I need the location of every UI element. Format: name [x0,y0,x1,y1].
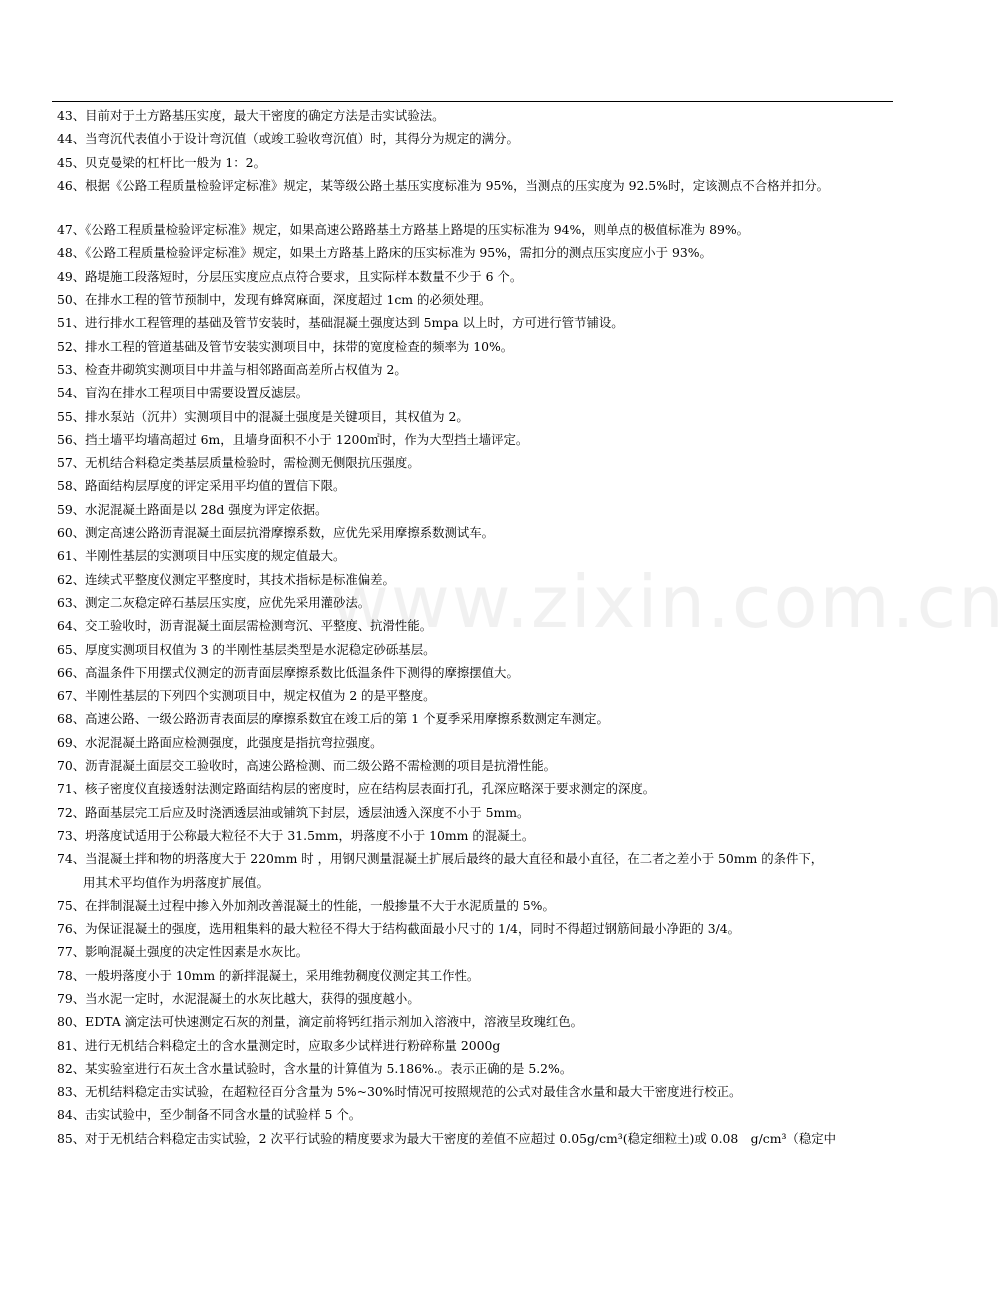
list-item: 63、测定二灰稳定碎石基层压实度，应优先采用灌砂法。 [57,594,371,610]
item-text: 坍落度试适用于公称最大粒径不大于 31.5mm，坍落度不小于 10mm 的混凝土。 [85,827,535,843]
item-number: 43 [57,108,73,123]
item-text: 水泥混凝土路面是以 28d 强度为评定依据。 [85,501,328,517]
list-item: 72、路面基层完工后应及时浇洒透层油或铺筑下封层，透层油透入深度不小于 5mm。 [57,804,530,820]
item-number: 47 [57,222,73,238]
item-text: 《公路工程质量检验评定标准》规定，如果高速公路路基土方路基上路堤的压实标准为 94%，则单点的极值标准为 89%。 [85,222,750,238]
item-text: 测定二灰稳定碎石基层压实度，应优先采用灌砂法。 [85,594,371,610]
list-item: 48、《公路工程质量检验评定标准》规定，如果土方路基上路床的压实标准为 95%，需扣分的测点压实度应小于 93%。 [57,245,712,261]
item-text: 半刚性基层的实测项目中压实度的规定值最大。 [85,548,346,564]
list-item: 67、半刚性基层的下列四个实测项目中，规定权值为 2 的是平整度。 [57,688,436,704]
list-item: 44、当弯沉代表值小于设计弯沉值（或竣工验收弯沉值）时，其得分为规定的满分。 [57,131,519,147]
list-item: 76、为保证混凝土的强度，选用粗集料的最大粒径不得大于结构截面最小尺寸的 1/4，同时不得超过钢筋间最小净距的 3/4。 [57,921,741,937]
item-text: 在排水工程的管节预制中，发现有蜂窝麻面，深度超过 1cm 的必须处理。 [85,292,492,308]
item-number: 63 [57,594,73,610]
item-number: 44 [57,131,73,147]
item-number: 65 [57,641,73,657]
item-number: 54 [57,385,73,401]
item-number: 51 [57,315,73,331]
item-number: 64 [57,618,73,634]
item-number: 56 [57,431,73,447]
item-text: 对于无机结合料稳定击实试验，2 次平行试验的精度要求为最大干密度的差值不应超过 0.05g/cm³(稳定细粒土)或 0.08 g/cm³（稳定中 [85,1130,836,1146]
list-item-continuation: 用其术平均值作为坍落度扩展值。 [83,874,269,890]
item-text: 交工验收时，沥青混凝土面层需检测弯沉、平整度、抗滑性能。 [85,618,433,634]
item-text: 《公路工程质量检验评定标准》规定，如果土方路基上路床的压实标准为 95%，需扣分的测点压实度应小于 93%。 [85,245,712,261]
list-item: 70、沥青混凝土面层交工验收时，高速公路检测、而二级公路不需检测的项目是抗滑性能。 [57,758,557,774]
item-number: 79 [57,990,73,1006]
item-number: 84 [57,1107,73,1123]
list-item: 52、排水工程的管道基础及管节安装实测项目中，抹带的宽度检查的频率为 10%。 [57,338,514,354]
item-text: 进行排水工程管理的基础及管节安装时，基础混凝土强度达到 5mpa 以上时，方可进行管节铺设。 [85,315,624,331]
item-text: 为保证混凝土的强度，选用粗集料的最大粒径不得大于结构截面最小尺寸的 1/4，同时不得超过钢筋间最小净距的 3/4。 [85,921,741,937]
item-text: 某实验室进行石灰土含水量试验时，含水量的计算值为 5.186%.。表示正确的是 5.2%。 [85,1060,573,1076]
list-item: 79、当水泥一定时，水泥混凝土的水灰比越大，获得的强度越小。 [57,990,420,1006]
item-number: 83 [57,1084,73,1100]
item-number: 46 [57,177,73,193]
list-item: 58、路面结构层厚度的评定采用平均值的置信下限。 [57,478,346,494]
item-number: 77 [57,944,73,960]
list-item: 43、目前对于土方路基压实度，最大干密度的确定方法是击实试验法。 [57,108,445,123]
item-number: 80 [57,1014,73,1030]
list-item: 56、挡土墙平均墙高超过 6m，且墙身面积不小于 1200㎡时，作为大型挡土墙评定。 [57,431,529,447]
list-item: 71、核子密度仪直接透射法测定路面结构层的密度时，应在结构层表面打孔，孔深应略深于要求测定的深度。 [57,781,656,797]
item-number: 49 [57,268,73,284]
list-item: 80、EDTA 滴定法可快速测定石灰的剂量，滴定前将钙红指示剂加入溶液中，溶液呈玫瑰红色。 [57,1014,584,1030]
list-item: 82、某实验室进行石灰土含水量试验时，含水量的计算值为 5.186%.。表示正确的是 5.2%。 [57,1060,573,1076]
item-number: 50 [57,292,73,308]
item-number: 58 [57,478,73,494]
list-item: 77、影响混凝土强度的决定性因素是水灰比。 [57,944,309,960]
list-item: 65、厚度实测项目权值为 3 的半刚性基层类型是水泥稳定砂砾基层。 [57,641,436,657]
item-number: 52 [57,338,73,354]
list-item: 61、半刚性基层的实测项目中压实度的规定值最大。 [57,548,346,564]
list-item: 74、当混凝土拌和物的坍落度大于 220mm 时 ，用钢尺测量混凝土扩展后最终的最大直径和最小直径，在二者之差小于 50mm 的条件下， [57,851,824,867]
list-item: 78、一般坍落度小于 10mm 的新拌混凝土，采用维勃稠度仪测定其工作性。 [57,967,480,983]
item-number: 78 [57,967,73,983]
list-item: 47、《公路工程质量检验评定标准》规定，如果高速公路路基土方路基上路堤的压实标准为 94%，则单点的极值标准为 89%。 [57,222,750,238]
item-number: 73 [57,827,73,843]
item-text: EDTA 滴定法可快速测定石灰的剂量，滴定前将钙红指示剂加入溶液中，溶液呈玫瑰红色。 [85,1014,584,1030]
item-number: 82 [57,1060,73,1076]
item-number: 76 [57,921,73,937]
item-text: 贝克曼梁的杠杆比一般为 1：2。 [85,154,266,170]
list-item: 85、对于无机结合料稳定击实试验，2 次平行试验的精度要求为最大干密度的差值不应超过 0.05g/cm³(稳定细粒土)或 0.08 g/cm³（稳定中 [57,1130,836,1146]
item-number: 68 [57,711,73,727]
item-number: 72 [57,804,73,820]
item-number: 48 [57,245,73,261]
list-item: 62、连续式平整度仪测定平整度时，其技术指标是标准偏差。 [57,571,395,587]
item-text: 水泥混凝土路面应检测强度，此强度是指抗弯拉强度。 [85,734,383,750]
list-item: 75、在拌制混凝土过程中掺入外加剂改善混凝土的性能，一般掺量不大于水泥质量的 5%。 [57,897,555,913]
item-number: 66 [57,664,73,680]
list-item: 84、击实试验中，至少制备不同含水量的试验样 5 个。 [57,1107,362,1123]
item-text: 当弯沉代表值小于设计弯沉值（或竣工验收弯沉值）时，其得分为规定的满分。 [85,131,519,147]
item-text: 无机结合料稳定类基层质量检验时，需检测无侧限抗压强度。 [85,455,420,471]
item-text: 挡土墙平均墙高超过 6m，且墙身面积不小于 1200㎡时，作为大型挡土墙评定。 [85,431,529,447]
item-text: 路面结构层厚度的评定采用平均值的置信下限。 [85,478,346,494]
item-text: 路堤施工段落短时，分层压实度应点点符合要求，且实际样本数量不少于 6 个。 [85,268,523,284]
question-list [57,104,897,1150]
item-text: 击实试验中，至少制备不同含水量的试验样 5 个。 [85,1107,362,1123]
item-text: 一般坍落度小于 10mm 的新拌混凝土，采用维勃稠度仪测定其工作性。 [85,967,480,983]
list-item: 64、交工验收时，沥青混凝土面层需检测弯沉、平整度、抗滑性能。 [57,618,433,634]
list-item: 83、无机结料稳定击实试验，在超粒径百分含量为 5%~30%时情况可按照规范的公式对最佳含水量和最大干密度进行校正。 [57,1084,742,1100]
list-item: 45、贝克曼梁的杠杆比一般为 1：2。 [57,154,266,170]
item-number: 70 [57,758,73,774]
item-text: 沥青混凝土面层交工验收时，高速公路检测、而二级公路不需检测的项目是抗滑性能。 [85,758,557,774]
item-text: 影响混凝土强度的决定性因素是水灰比。 [85,944,309,960]
watermark: www.zixin.com.cn [330,560,1006,644]
list-item: 55、排水泵站（沉井）实测项目中的混凝土强度是关键项目，其权值为 2。 [57,408,469,424]
item-number: 60 [57,525,73,541]
list-item: 66、高温条件下用摆式仪测定的沥青面层摩擦系数比低温条件下测得的摩擦摆值大。 [57,664,519,680]
item-text: 根据《公路工程质量检验评定标准》规定，某等级公路土基压实度标准为 95%，当测点的压实度为 92.5%时，定该测点不合格并扣分。 [85,177,830,193]
item-text: 目前对于土方路基压实度，最大干密度的确定方法是击实试验法。 [85,108,445,123]
header-rule [52,101,893,102]
item-text: 进行无机结合料稳定土的含水量测定时，应取多少试样进行粉碎称量 2000g [85,1037,501,1053]
item-text: 厚度实测项目权值为 3 的半刚性基层类型是水泥稳定砂砾基层。 [85,641,436,657]
item-text: 检查井砌筑实测项目中井盖与相邻路面高差所占权值为 2。 [85,361,407,377]
item-text: 连续式平整度仪测定平整度时，其技术指标是标准偏差。 [85,571,395,587]
item-text: 在拌制混凝土过程中掺入外加剂改善混凝土的性能，一般掺量不大于水泥质量的 5%。 [85,897,555,913]
list-item: 81、进行无机结合料稳定土的含水量测定时，应取多少试样进行粉碎称量 2000g [57,1037,501,1053]
item-number: 57 [57,455,73,471]
item-text: 半刚性基层的下列四个实测项目中，规定权值为 2 的是平整度。 [85,688,436,704]
item-text: 当混凝土拌和物的坍落度大于 220mm 时 ，用钢尺测量混凝土扩展后最终的最大直径和最小直径，在二者之差小于 50mm 的条件下， [85,851,824,867]
item-number: 61 [57,548,73,564]
item-number: 45 [57,154,73,170]
item-text: 排水泵站（沉井）实测项目中的混凝土强度是关键项目，其权值为 2。 [85,408,469,424]
item-text: 核子密度仪直接透射法测定路面结构层的密度时，应在结构层表面打孔，孔深应略深于要求测定的深度。 [85,781,656,797]
item-text: 盲沟在排水工程项目中需要设置反滤层。 [85,385,309,401]
item-number: 62 [57,571,73,587]
item-number: 74 [57,851,73,867]
item-number: 59 [57,501,73,517]
item-number: 53 [57,361,73,377]
item-text: 当水泥一定时，水泥混凝土的水灰比越大，获得的强度越小。 [85,990,420,1006]
list-item: 69、水泥混凝土路面应检测强度，此强度是指抗弯拉强度。 [57,734,383,750]
item-number: 81 [57,1037,73,1053]
list-item: 73、坍落度试适用于公称最大粒径不大于 31.5mm，坍落度不小于 10mm 的混凝土。 [57,827,535,843]
list-item: 50、在排水工程的管节预制中，发现有蜂窝麻面，深度超过 1cm 的必须处理。 [57,292,492,308]
item-number: 69 [57,734,73,750]
item-number: 75 [57,897,73,913]
list-item: 51、进行排水工程管理的基础及管节安装时，基础混凝土强度达到 5mpa 以上时，方可进行管节铺设。 [57,315,624,331]
item-number: 67 [57,688,73,704]
item-text: 测定高速公路沥青混凝土面层抗滑摩擦系数，应优先采用摩擦系数测试车。 [85,525,495,541]
item-text: 高速公路、一级公路沥青表面层的摩擦系数宜在竣工后的第 1 个夏季采用摩擦系数测定车测定。 [85,711,609,727]
list-item: 53、检查井砌筑实测项目中井盖与相邻路面高差所占权值为 2。 [57,361,407,377]
item-number: 71 [57,781,73,797]
list-item: 54、盲沟在排水工程项目中需要设置反滤层。 [57,385,309,401]
item-text: 高温条件下用摆式仪测定的沥青面层摩擦系数比低温条件下测得的摩擦摆值大。 [85,664,519,680]
list-item: 60、测定高速公路沥青混凝土面层抗滑摩擦系数，应优先采用摩擦系数测试车。 [57,525,495,541]
list-item: 46、根据《公路工程质量检验评定标准》规定，某等级公路土基压实度标准为 95%，当测点的压实度为 92.5%时，定该测点不合格并扣分。 [57,177,830,193]
list-item: 49、路堤施工段落短时，分层压实度应点点符合要求，且实际样本数量不少于 6 个。 [57,268,523,284]
item-number: 85 [57,1130,73,1146]
item-text: 排水工程的管道基础及管节安装实测项目中，抹带的宽度检查的频率为 10%。 [85,338,514,354]
list-item: 59、水泥混凝土路面是以 28d 强度为评定依据。 [57,501,328,517]
list-item: 57、无机结合料稳定类基层质量检验时，需检测无侧限抗压强度。 [57,455,420,471]
item-number: 55 [57,408,73,424]
item-text: 路面基层完工后应及时浇洒透层油或铺筑下封层，透层油透入深度不小于 5mm。 [85,804,530,820]
item-text: 无机结料稳定击实试验，在超粒径百分含量为 5%~30%时情况可按照规范的公式对最佳含水量和最大干密度进行校正。 [85,1084,742,1100]
list-item: 68、高速公路、一级公路沥青表面层的摩擦系数宜在竣工后的第 1 个夏季采用摩擦系数测定车测定。 [57,711,609,727]
